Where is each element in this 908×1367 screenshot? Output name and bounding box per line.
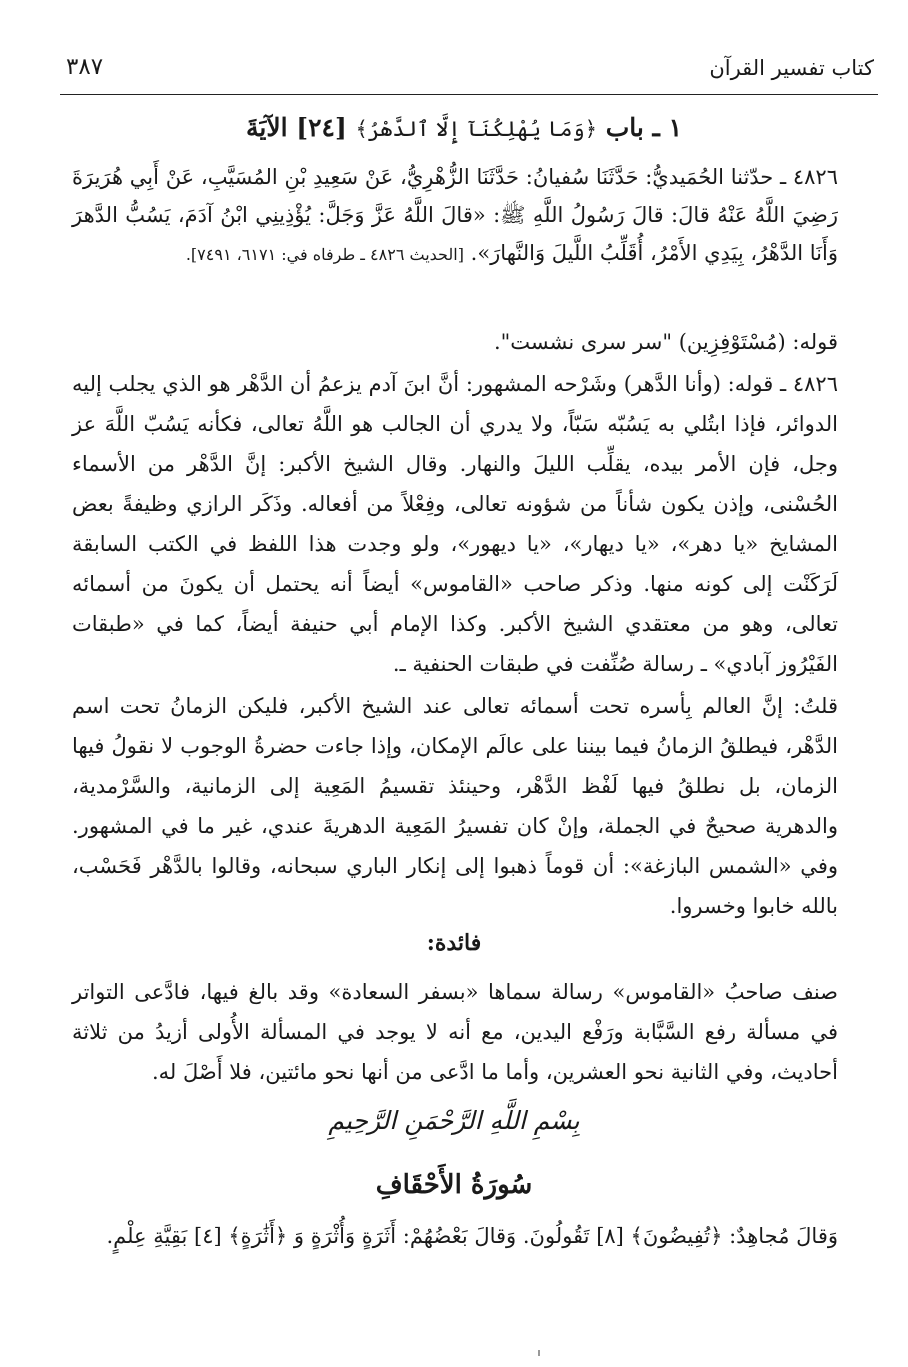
page-header <box>66 52 874 92</box>
hadith-text: ٤٨٢٦ ـ حدّثنا الحُمَيديُّ: حَدَّثَنَا سُفيانُ: حَدَّثَنَا الزُّهْرِيُّ، عَنْ سَعِيدِ بْنِ المُسَيَّبِ، عَنْ أَبِي هُرَيرَةَ رَضِيَ اللَّهُ عَنْهُ قالَ: قالَ رَسُولُ اللَّهِ ﷺ: «قالَ اللَّهُ عَزَّ وَجَلَّ: يُؤْذِينِي ابْنُ آدَمَ، يَسُبُّ الدَّهرَ وَأَنَا الدَّهْرُ، بِيَدِي الأَمْرُ، أُقَلِّبُ اللَّيلَ وَالنَّهارَ». <box>72 165 838 265</box>
hadith-reference: [الحديث ٤٨٢٦ ـ طرفاه في: ٦١٧١، ٧٤٩١]. <box>185 245 464 264</box>
hadith-text-block <box>72 158 838 274</box>
faida-heading: فائدة: <box>426 930 482 956</box>
page-number: ٣٨٧ <box>66 54 104 80</box>
basmala: بِسْمِ اللَّهِ الرَّحْمَنِ الرَّحِيمِ <box>328 1106 580 1135</box>
final-paragraph: وَقالَ مُجاهِدٌ: ﴿تُفِيضُونَ﴾ [٨] تَقُولُونَ. وَقالَ بَعْضُهُمْ: أَثَرَةٍ وَأُثْرَةٍ وَ ﴿أَثَٰرَةٍ﴾ [٤] بَقِيَّةِ عِلْمٍ. <box>106 1224 838 1248</box>
section-heading-prefix: ١ ـ باب <box>605 113 683 142</box>
header-rule <box>60 94 878 95</box>
commentary-paragraph-2: قلتُ: إنَّ العالم بِأسره تحت أسمائه تعالى عند الشيخ الأكبر، فليكن الزمانُ تحت اسم الدَّهْر، فيطلقُ الزمانُ فيما بيننا على عالَم الإمكان، وإذا جاءت حضرةُ الوجوب لا نقولُ فيها الزمان، بل نطلقُ فيها لَفْظ الدَّهْر، وحينئذ تقسيمُ المَعِية إلى الزمانية، والسَّرْمدية، والدهرية صحيحٌ في الجملة، وإنْ كان تفسيرُ المَعِية الدهريةَ عندي، غير ما في المشهور. وفي «الشمس البازغة»: أن قوماً ذهبوا إلى إنكار الباري سبحانه، وقالوا بالدَّهْر فَحَسْب، بالله خابوا وخسروا. <box>72 694 838 918</box>
section-heading <box>60 108 868 149</box>
quote-line: قوله: (مُسْتَوْفِزِين) "سر سرى نشست". <box>493 330 838 354</box>
scan-mark <box>538 1350 540 1356</box>
faida-paragraph: صنف صاحبُ «القاموس» رسالة سماها «بسفر السعادة» وقد بالغ فيها، فادَّعى التواتر في مسألة رفع السَّبَّابة ورَفْع اليدين، مع أنه لا يوجد في المسألة الأُولى أزيدُ من ثلاثة أحاديث، وفي الثانية نحو العشرين، وأما ما ادَّعى من أنها نحو مائتين، فلا أَصْلَ له. <box>72 980 838 1084</box>
section-heading-suffix: [٢٤] الآيَةَ <box>245 113 347 142</box>
running-title: كتاب تفسير القرآن <box>709 56 874 80</box>
surah-title: سُورَةُ الأَحْقَافِ <box>375 1170 533 1200</box>
section-heading-quran: ﴿وَمَا يُهْلِكُنَآ إِلَّا ٱلدَّهْرُ﴾ <box>355 117 598 141</box>
commentary-paragraph-1: ٤٨٢٦ ـ قوله: (وأنا الدَّهر) وشَرْحه المشهور: أنَّ ابنَ آدم يزعمُ أن الدَّهْر هو الذي يجلب إليه الدوائر، فإذا ابتُلي به يَسُبّه سَبّاً، ولا يدري أن الجالب هو اللَّهُ تعالى، فكأنه يَسُبّ اللَّهَ عز وجل، فإن الأمر بيده، يقلِّب الليلَ والنهار. وقال الشيخ الأكبر: إنَّ الدَّهْر من الأسماء الحُسْنى، وإذن يكون شأناً من شؤونه تعالى، وفِعْلاً من أفعاله. وذَكَر الرازي وظيفةً بعض المشايخ «يا دهر»، «يا ديهار»، «يا ديهور»، ولو وجدت هذا اللفظ في الكتب السابقة لَرَكَنْت إلى كونه منها. وذكر صاحب «القاموس» أيضاً أنه يحتمل أن يكونَ من أسمائه تعالى، وهو من معتقدي الشيخ الأكبر. وكذا الإمام أبي حنيفة أيضاً، كما في «طبقات الفَيْرُوز آبادي» ـ رسالة صُنِّفت في طبقات الحنفية ـ. <box>72 372 838 676</box>
